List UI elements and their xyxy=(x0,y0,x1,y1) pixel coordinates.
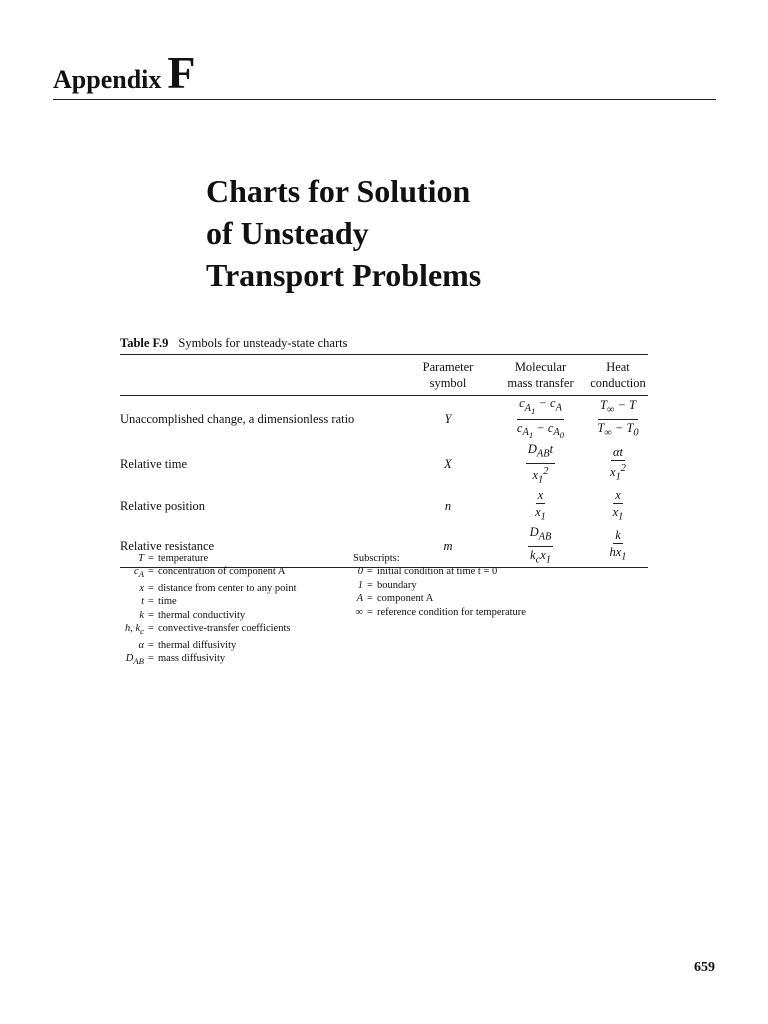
row-symbol: n xyxy=(444,498,452,513)
row-description: Relative resistance xyxy=(120,538,215,553)
title-line: Transport Problems xyxy=(206,257,482,293)
row-heat-conduction-expr: $\frac{T_\infty - T}{T_\infty - T_0}$ xyxy=(597,398,639,439)
row-description: Relative time xyxy=(120,457,187,472)
legend-item: ∞ = reference condition for temperature xyxy=(355,606,526,618)
legend-item: k = thermal conductivity xyxy=(139,609,246,621)
appendix-word: Appendix xyxy=(53,65,162,94)
row-mass-transfer-expr: $\frac{c_{A_1} - c_A}{c_{A_1} - c_{A_0}}$ xyxy=(516,396,565,441)
row-heat-conduction-expr: $\frac{\alpha t}{x_1^2}$ xyxy=(610,444,626,483)
row-symbol: m xyxy=(443,538,453,553)
legend-item: x = distance from center to any point xyxy=(139,582,297,594)
appendix-letter: F xyxy=(167,47,196,98)
subscripts-legend xyxy=(353,552,526,619)
legend-item: t = time xyxy=(141,596,177,608)
page-number: 659 xyxy=(694,960,715,975)
header-heat-conduction: Heat conduction xyxy=(588,355,648,396)
legend-item: 1 = boundary xyxy=(357,579,417,591)
symbols-table xyxy=(120,354,648,568)
row-mass-transfer-expr: $\frac{D_{AB}}{k_cx_1}$ xyxy=(529,525,552,566)
table-label: Table F.9 xyxy=(120,336,169,350)
table-row xyxy=(120,396,648,443)
table-caption-text: Symbols for unsteady-state charts xyxy=(178,336,348,350)
row-symbol: Y xyxy=(444,411,452,426)
row-mass-transfer-expr: $\frac{x}{x_1}$ xyxy=(535,488,546,523)
title-line: of Unsteady xyxy=(206,215,369,251)
legend-item: T = temperature xyxy=(138,553,209,564)
header-description xyxy=(120,355,403,396)
title-line: Charts for Solution xyxy=(206,173,471,209)
appendix-heading xyxy=(53,46,196,99)
legend-item: A = component A xyxy=(356,593,434,605)
table-row xyxy=(120,442,648,487)
row-heat-conduction-expr: $\frac{x}{x_1}$ xyxy=(612,488,624,523)
row-description: Unaccomplished change, a dimensionless ratio xyxy=(120,411,355,426)
table-row xyxy=(120,487,648,525)
subscripts-heading: Subscripts: xyxy=(353,553,400,564)
legend-item: α = thermal diffusivity xyxy=(138,639,237,651)
legend-item: 0 = initial condition at time t = 0 xyxy=(357,566,498,578)
symbol-legend xyxy=(110,552,297,669)
row-mass-transfer-expr: $\frac{D_{AB}t}{x_1^2}$ xyxy=(527,442,554,486)
header-parameter-symbol: Parameter symbol xyxy=(403,355,493,396)
legend-item: $c_A$ = concentration of component A xyxy=(133,566,286,580)
row-description: Relative position xyxy=(120,498,206,513)
header-rule xyxy=(53,99,716,100)
legend-item: $D_{AB}$ = mass diffusivity xyxy=(125,653,226,667)
header-molecular-mass-transfer: Molecular mass transfer xyxy=(493,355,588,396)
legend-item: h, $k_c$ = convective-transfer coefficients xyxy=(124,623,291,637)
chapter-title xyxy=(206,170,481,296)
row-symbol: X xyxy=(444,457,452,472)
row-heat-conduction-expr: $\frac{k}{hx_1}$ xyxy=(609,528,627,563)
table-caption xyxy=(120,336,347,351)
